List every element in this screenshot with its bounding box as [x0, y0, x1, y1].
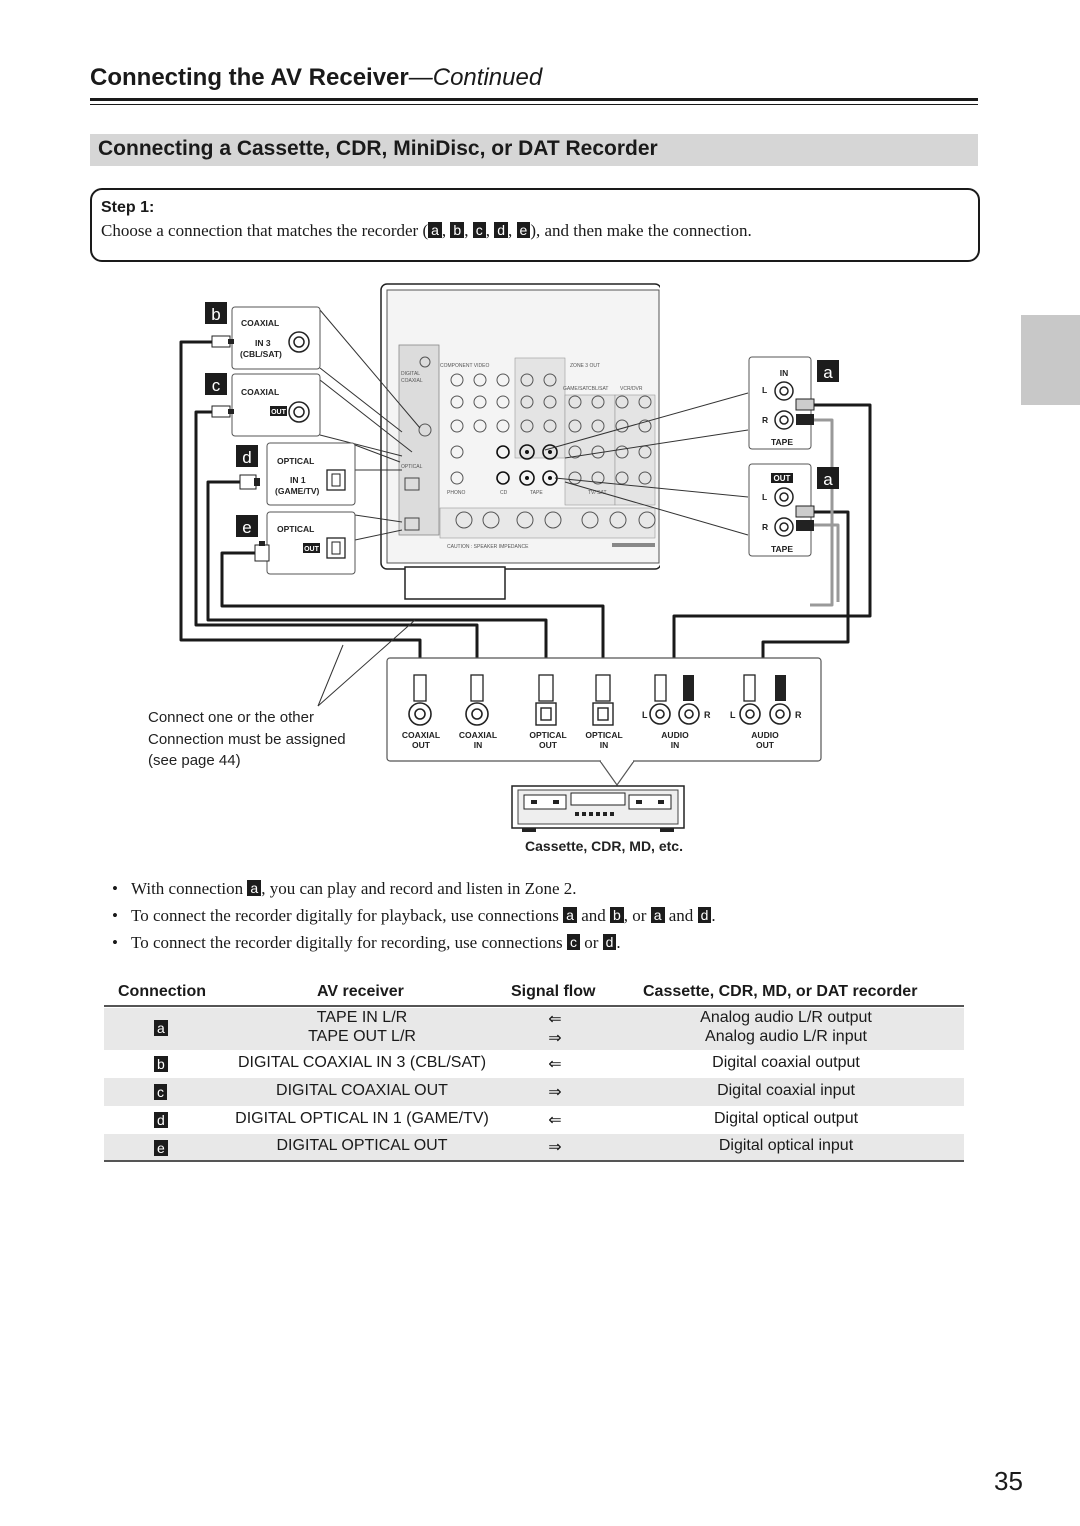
step-label: Step 1:: [101, 199, 155, 216]
jack-label-top: OPTICAL: [529, 730, 567, 740]
letter-badge-a: a: [247, 880, 261, 896]
rcv-label-zone3: ZONE 3 OUT: [570, 363, 601, 369]
a-out-port: OUT: [773, 474, 791, 483]
letter-badge-b: b: [610, 907, 624, 923]
bullet-item: • With connection a , you can play and record and listen in Zone 2.: [112, 879, 577, 898]
rcv-label-caution: CAUTION : SPEAKER IMPEDANCE: [447, 544, 529, 550]
table-cell-receiver: DIGITAL COAXIAL OUT: [276, 1082, 448, 1099]
page-number: 35: [994, 1466, 1023, 1496]
rcv-label-coaxial: COAXIAL: [401, 378, 423, 384]
header-continued: —Continued: [408, 64, 543, 91]
b-sub: (CBL/SAT): [240, 349, 282, 359]
jack-label-top: AUDIO: [751, 730, 779, 740]
badge-e: e: [242, 518, 252, 537]
cassette-deck-illustration: [512, 786, 684, 854]
connect-note-line: Connect one or the other: [148, 709, 314, 726]
table-row: [104, 1008, 964, 1050]
box-a-tape-out: [749, 464, 839, 556]
jack-label-bottom: OUT: [539, 740, 557, 750]
rec-audio-out-l: L: [730, 710, 736, 720]
side-tab: [1021, 315, 1080, 405]
table-letter-badge: b: [154, 1056, 168, 1072]
a-in-r: R: [762, 415, 769, 425]
table-letter-badge: a: [154, 1020, 168, 1036]
box-b-coaxial-in3: [205, 302, 320, 369]
table-cell-receiver: DIGITAL COAXIAL IN 3 (CBL/SAT): [237, 1054, 487, 1071]
box-d-optical-in1: [236, 443, 355, 505]
badge-a-in: a: [823, 363, 833, 382]
a-out-name: TAPE: [770, 544, 794, 554]
table-row: [104, 1078, 964, 1106]
table-cell-flow: ⇐: [548, 1056, 562, 1073]
page-header-title: [90, 64, 542, 92]
table-cell-flow: ⇒: [548, 1084, 562, 1101]
rcv-label-vcr-dvr: VCR/DVR: [620, 386, 643, 392]
table-header-recorder: Cassette, CDR, MD, or DAT recorder: [643, 983, 918, 1000]
jack-label-bottom: OUT: [412, 740, 430, 750]
letter-badge-a: a: [651, 907, 665, 923]
section-title: Connecting a Cassette, CDR, MiniDisc, or DAT Recorder: [98, 137, 658, 160]
device-caption: Cassette, CDR, MD, etc.: [525, 838, 683, 854]
badge-d: d: [242, 448, 252, 467]
table-cell-flow: ⇐: [548, 1112, 562, 1129]
a-out-r: R: [762, 522, 769, 532]
table-header-signal-flow: Signal flow: [511, 983, 596, 1000]
table-row: [104, 1134, 964, 1160]
table-cell-recorder: Analog audio L/R output: [700, 1009, 872, 1026]
letter-badge-a: a: [563, 907, 577, 923]
step-text-before: Choose a connection that matches the recorder (: [101, 221, 429, 240]
letter-badge-a: a: [428, 222, 442, 238]
letter-badge-d: d: [698, 907, 712, 923]
table-cell-receiver: DIGITAL OPTICAL IN 1 (GAME/TV): [235, 1110, 489, 1127]
connect-note-line: Connection must be assigned: [148, 731, 346, 748]
connection-diagram: [140, 280, 940, 870]
badge-a-out: a: [823, 470, 833, 489]
d-sub: (GAME/TV): [275, 486, 320, 496]
box-c-coaxial-out: [205, 373, 320, 436]
rcv-label-cbl-sat: CBL/SAT: [588, 386, 609, 392]
rcv-label-optical: OPTICAL: [401, 464, 423, 470]
bullet-item: • To connect the recorder digitally for playback, use connections a and b , or a and d .: [112, 906, 716, 925]
table-cell-recorder: Digital coaxial input: [717, 1082, 855, 1099]
b-port: IN 3: [255, 338, 271, 348]
jack-label-bottom: OUT: [756, 740, 774, 750]
rcv-label-phono: PHONO: [447, 490, 466, 496]
step-text: Choose a connection that matches the recorder ( a , b , c , d , e ), and then make the connection.: [101, 221, 752, 240]
letter-badge-d: d: [494, 222, 508, 238]
bullet-text: With connection: [131, 879, 248, 898]
bullet-text: To connect the recorder digitally for recording, use connections: [131, 933, 567, 952]
jack-label-top: AUDIO: [661, 730, 689, 740]
badge-c: c: [211, 376, 221, 395]
jack-label-top: OPTICAL: [585, 730, 623, 740]
rcv-label-tv-sat: TV/ SAT: [588, 490, 607, 496]
table-cell-flow: ⇐: [548, 1011, 562, 1028]
a-in-port: IN: [779, 368, 789, 378]
header-rule-thin: [90, 104, 978, 105]
table-cell-recorder: Digital optical input: [718, 1137, 854, 1154]
a-in-name: TAPE: [770, 437, 794, 447]
table-row: [104, 1050, 964, 1078]
box-e-optical-out: [236, 512, 355, 574]
table-cell-flow: ⇒: [548, 1139, 562, 1156]
d-type: OPTICAL: [277, 456, 315, 466]
e-port: OUT: [304, 546, 319, 553]
letter-badge-c: c: [567, 934, 580, 950]
bullet-item: • To connect the recorder digitally for recording, use connections c or d .: [112, 933, 621, 952]
table-letter-badge: d: [154, 1112, 168, 1128]
rcv-label-component: COMPONENT VIDEO: [440, 363, 490, 369]
rcv-label-game-sat: GAME/SAT: [563, 386, 589, 392]
rec-audio-out-r: R: [795, 710, 802, 720]
letter-badge-b: b: [450, 222, 464, 238]
bullet-text: and: [576, 906, 610, 925]
table-row: [104, 1106, 964, 1134]
a-out-l: L: [762, 492, 768, 502]
bullet-text: , or: [623, 906, 651, 925]
bullet-text: .: [711, 906, 716, 925]
jack-label-top: COAXIAL: [458, 730, 498, 740]
table-cell-receiver: DIGITAL OPTICAL OUT: [276, 1137, 448, 1154]
table-cell-recorder: Digital optical output: [713, 1110, 859, 1127]
bullet-text: and: [664, 906, 698, 925]
c-port: OUT: [271, 409, 286, 416]
box-a-tape-in: [749, 357, 839, 449]
rcv-label-tape: TAPE: [530, 490, 543, 496]
b-type: COAXIAL: [241, 318, 280, 328]
table-letter-badge: c: [154, 1084, 167, 1100]
header-main: Connecting the AV Receiver: [90, 64, 409, 91]
d-port: IN 1: [290, 475, 306, 485]
letter-badge-e: e: [517, 222, 531, 238]
connect-note-line: (see page 44): [148, 752, 241, 769]
table-cell-recorder: Digital coaxial output: [712, 1054, 860, 1071]
bullet-text: or: [579, 933, 603, 952]
bullet-text: , you can play and record and listen in Zone 2.: [261, 879, 577, 898]
bullet-text: .: [616, 933, 621, 952]
recorder-jack-panel: [387, 658, 821, 785]
table-cell-recorder: Analog audio L/R input: [705, 1028, 867, 1045]
table-header-connection: Connection: [118, 983, 206, 1000]
table-top-rule: [104, 1005, 964, 1007]
table-cell-receiver: TAPE IN L/R: [316, 1009, 408, 1026]
a-in-l: L: [762, 385, 768, 395]
rcv-label-digital: DIGITAL: [401, 371, 421, 377]
jack-label-bottom: IN: [599, 740, 609, 750]
e-type: OPTICAL: [277, 524, 315, 534]
bullet-text: To connect the recorder digitally for playback, use connections: [131, 906, 564, 925]
table-cell-receiver: TAPE OUT L/R: [308, 1028, 416, 1045]
connect-note: [148, 709, 346, 769]
table-bottom-rule: [104, 1160, 964, 1162]
rcv-label-cd: CD: [500, 490, 508, 496]
rec-audio-in-r: R: [704, 710, 711, 720]
table-letter-badge: e: [154, 1140, 168, 1156]
table-cell-flow: ⇒: [548, 1030, 562, 1047]
step-text-after: ), and then make the connection.: [530, 221, 752, 240]
rec-audio-in-l: L: [642, 710, 648, 720]
table-header-av-receiver: AV receiver: [317, 983, 404, 1000]
badge-b: b: [211, 305, 221, 324]
connection-table: [104, 980, 964, 1170]
letter-badge-d: d: [603, 934, 617, 950]
letter-badge-c: c: [473, 222, 486, 238]
jack-label-top: COAXIAL: [401, 730, 441, 740]
jack-label-bottom: IN: [670, 740, 680, 750]
header-rule: [90, 98, 978, 101]
receiver-back-panel: [381, 282, 690, 599]
c-type: COAXIAL: [241, 387, 280, 397]
jack-label-bottom: IN: [473, 740, 483, 750]
